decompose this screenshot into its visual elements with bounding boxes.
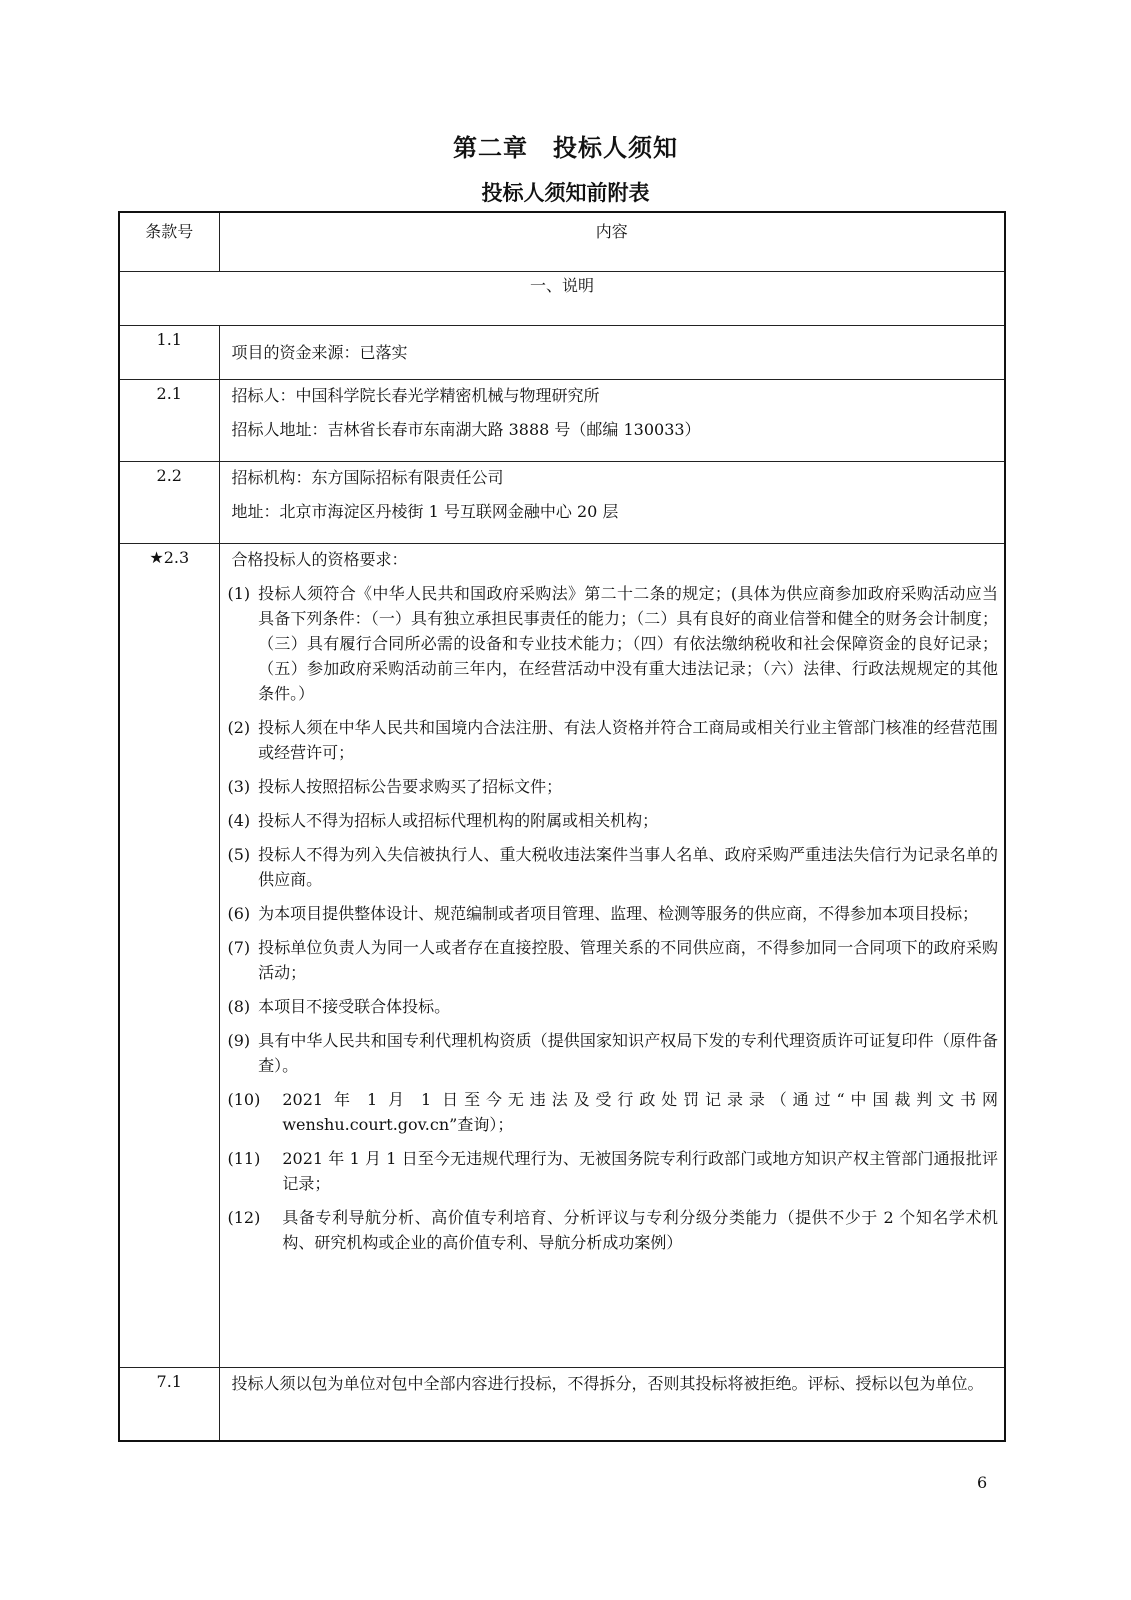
table-row xyxy=(119,462,1005,544)
clause-content xyxy=(219,326,1005,380)
clause-content xyxy=(219,462,1005,544)
table-header-row xyxy=(119,212,1005,272)
list-item xyxy=(228,808,999,833)
item-text: 为本项目提供整体设计、规范编制或者项目管理、监理、检测等服务的供应商，不得参加本项目投标； xyxy=(258,904,979,923)
header-content: 内容 xyxy=(219,212,1005,272)
table-row xyxy=(119,1368,1005,1441)
clause-number: 1.1 xyxy=(119,326,219,380)
item-number: (8) xyxy=(227,997,251,1016)
table-row xyxy=(119,544,1005,1368)
list-item xyxy=(228,842,999,892)
list-item xyxy=(228,994,999,1019)
list-item xyxy=(228,581,999,706)
list-item xyxy=(228,1205,999,1255)
clause-number: ★2.3 xyxy=(119,544,219,1368)
list-item xyxy=(228,901,999,926)
clause-content xyxy=(219,380,1005,462)
item-text: 投标人不得为招标人或招标代理机构的附属或相关机构； xyxy=(258,811,659,830)
item-text: 投标人须在中华人民共和国境内合法注册、有法人资格并符合工商局或相关行业主管部门核准的经营范围或经营许可； xyxy=(258,718,998,762)
content-line: 招标机构：东方国际招标有限责任公司 xyxy=(231,468,504,487)
table-title: 投标人须知前附表 xyxy=(481,181,650,205)
table-row xyxy=(119,326,1005,380)
chapter-title: 第二章 投标人须知 xyxy=(453,134,678,162)
item-number: (4) xyxy=(227,811,251,830)
clause-number: 7.1 xyxy=(119,1368,219,1441)
item-text: 具备专利导航分析、高价值专利培育、分析评议与专利分级分类能力（提供不少于 2 个知名学术机构、研究机构或企业的高价值专利、导航分析成功案例） xyxy=(282,1208,998,1252)
list-item xyxy=(228,935,999,985)
content-line: 地址：北京市海淀区丹棱街 1 号互联网金融中心 20 层 xyxy=(231,502,619,521)
item-text: 本项目不接受联合体投标。 xyxy=(258,997,451,1016)
item-number: (3) xyxy=(227,777,251,796)
item-number: (11) xyxy=(227,1149,261,1168)
clause-number: 2.1 xyxy=(119,380,219,462)
item-number: (12) xyxy=(227,1208,261,1227)
item-text: 具有中华人民共和国专利代理机构资质（提供国家知识产权局下发的专利代理资质许可证复印件（原件备查）。 xyxy=(258,1031,998,1075)
item-number: (1) xyxy=(227,584,251,603)
content-line: 招标人：中国科学院长春光学精密机械与物理研究所 xyxy=(231,386,600,405)
item-number: (2) xyxy=(227,718,251,737)
item-text: 2021 年 1 月 1 日至今无违规代理行为、无被国务院专利行政部门或地方知识产权主管部门通报批评记录； xyxy=(282,1149,998,1193)
page-number: 6 xyxy=(977,1473,988,1492)
table-row xyxy=(119,380,1005,462)
list-item xyxy=(228,1087,999,1137)
item-text: 2021 年 1 月 1 日至今无违法及受行政处罚记录录（通过“中国裁判文书网 wenshu.court.gov.cn”查询）； xyxy=(282,1090,998,1134)
item-number: (6) xyxy=(227,904,251,923)
content-line: 投标人须以包为单位对包中全部内容进行投标，不得拆分，否则其投标将被拒绝。评标、授标以包为单位。 xyxy=(231,1374,984,1393)
item-number: (7) xyxy=(227,938,251,957)
content-line: 招标人地址：吉林省长春市东南湖大路 3888 号（邮编 130033） xyxy=(231,420,701,439)
item-number: (9) xyxy=(227,1031,251,1050)
header-clause-number: 条款号 xyxy=(119,212,219,272)
list-item xyxy=(228,715,999,765)
qualification-intro: 合格投标人的资格要求： xyxy=(231,550,408,569)
item-text: 投标人须符合《中华人民共和国政府采购法》第二十二条的规定；(具体为供应商参加政府采购活动应当具备下列条件：（一）具有独立承担民事责任的能力；（二）具有良好的商业信誉和健全的财务会计制度；（三）具有履行合同所必需的设备和专业技术能力；（四）有依法缴纳税收和社会保障资金的良好记录；（五）参加政府采购活动前三年内，在经营活动中没有重大违法记录；（六）法律、行政法规规定的其他条件。） xyxy=(258,584,998,703)
item-number: (5) xyxy=(227,845,251,864)
clause-content xyxy=(219,544,1005,1368)
item-text: 投标人不得为列入失信被执行人、重大税收违法案件当事人名单、政府采购严重违法失信行为记录名单的供应商。 xyxy=(258,845,998,889)
item-number: (10) xyxy=(227,1090,261,1109)
bidder-instructions-table xyxy=(118,211,1006,1442)
section-heading: 一、说明 xyxy=(119,272,1005,326)
clause-content xyxy=(219,1368,1005,1441)
item-text: 投标人按照招标公告要求购买了招标文件； xyxy=(258,777,563,796)
list-item xyxy=(228,1146,999,1196)
section-row xyxy=(119,272,1005,326)
item-text: 投标单位负责人为同一人或者存在直接控股、管理关系的不同供应商，不得参加同一合同项下的政府采购活动； xyxy=(258,938,998,982)
clause-number: 2.2 xyxy=(119,462,219,544)
list-item xyxy=(228,1028,999,1078)
content-line: 项目的资金来源：已落实 xyxy=(231,342,408,362)
list-item xyxy=(228,774,999,799)
